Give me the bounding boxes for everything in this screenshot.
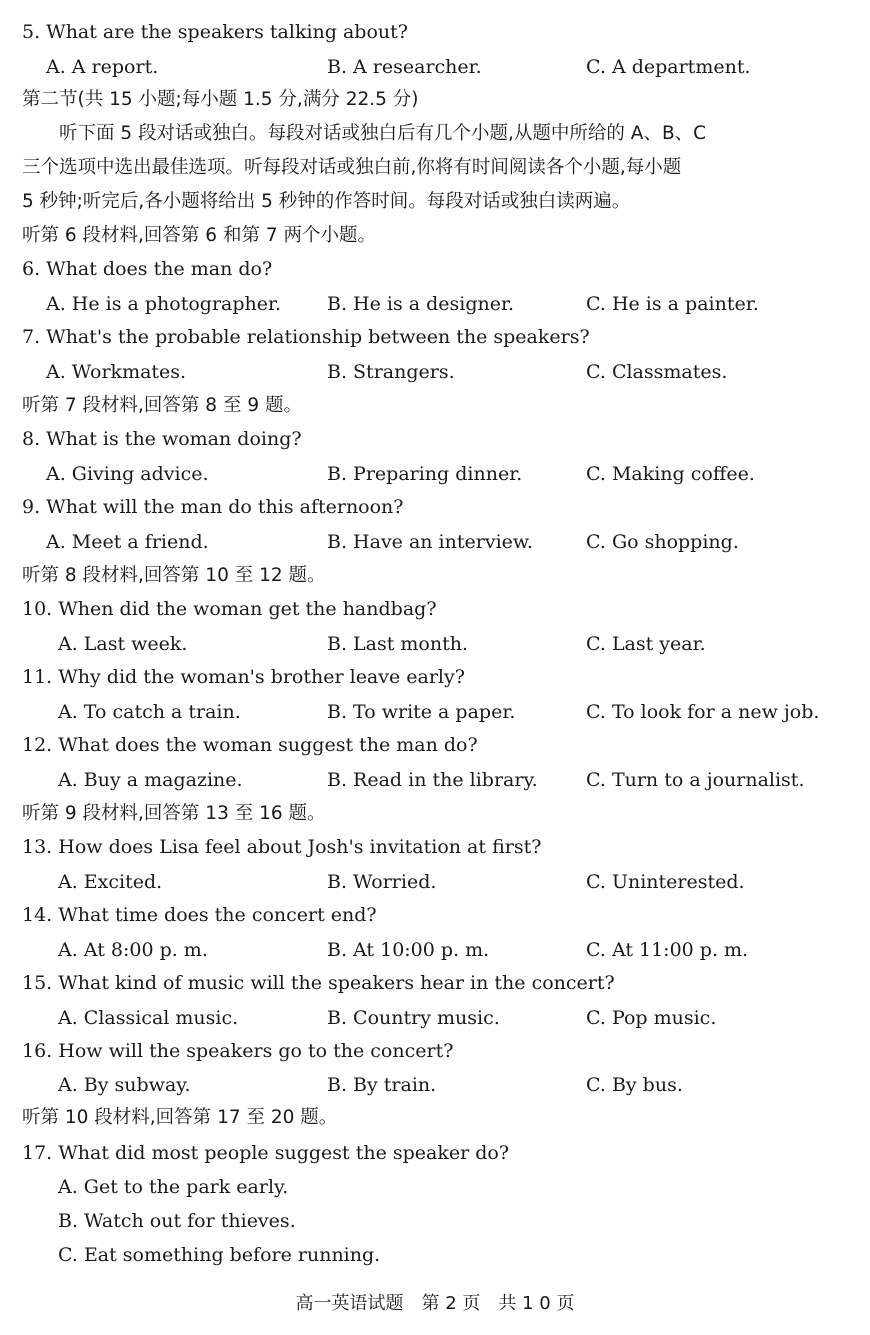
question-17: 17. What did most people suggest the speaker do?: [22, 1142, 510, 1164]
segment-10-instruction: 听第 10 段材料,回答第 17 至 20 题。: [22, 1107, 338, 1128]
segment-6-instruction: 听第 6 段材料,回答第 6 和第 7 两个小题。: [22, 225, 376, 246]
q16-option-c: C. By bus.: [586, 1074, 683, 1096]
q9-option-b: B. Have an interview.: [327, 531, 533, 553]
question-9: 9. What will the man do this afternoon?: [22, 496, 404, 518]
q10-option-a: A. Last week.: [58, 633, 188, 655]
question-13: 13. How does Lisa feel about Josh's invitation at first?: [22, 836, 542, 858]
instructions-line-2: 三个选项中选出最佳选项。听每段对话或独白前,你将有时间阅读各个小题,每小题: [22, 157, 682, 178]
question-14: 14. What time does the concert end?: [22, 904, 377, 926]
q17-option-a: A. Get to the park early.: [58, 1176, 289, 1198]
q17-option-b: B. Watch out for thieves.: [58, 1210, 296, 1232]
q11-option-c: C. To look for a new job.: [586, 701, 820, 723]
q12-option-c: C. Turn to a journalist.: [586, 769, 805, 791]
q8-option-b: B. Preparing dinner.: [327, 463, 523, 485]
segment-9-instruction: 听第 9 段材料,回答第 13 至 16 题。: [22, 803, 326, 824]
q13-option-a: A. Excited.: [58, 871, 163, 893]
q8-option-a: A. Giving advice.: [46, 463, 209, 485]
q10-option-b: B. Last month.: [327, 633, 469, 655]
q7-option-b: B. Strangers.: [327, 361, 455, 383]
q9-option-a: A. Meet a friend.: [46, 531, 209, 553]
instructions-line-1: 听下面 5 段对话或独白。每段对话或独白后有几个小题,从题中所给的 A、B、C: [22, 123, 707, 144]
page-footer: 高一英语试题 第 2 页 共 1 0 页: [295, 1293, 575, 1314]
question-10: 10. When did the woman get the handbag?: [22, 598, 437, 620]
q11-option-b: B. To write a paper.: [327, 701, 516, 723]
q16-option-a: A. By subway.: [58, 1074, 191, 1096]
q15-option-c: C. Pop music.: [586, 1007, 717, 1029]
question-7: 7. What's the probable relationship between the speakers?: [22, 326, 590, 348]
q16-option-b: B. By train.: [327, 1074, 437, 1096]
q13-option-c: C. Uninterested.: [586, 871, 745, 893]
q13-option-b: B. Worried.: [327, 871, 437, 893]
q14-option-a: A. At 8:00 p. m.: [58, 939, 208, 961]
question-8: 8. What is the woman doing?: [22, 428, 302, 450]
q11-option-a: A. To catch a train.: [58, 701, 241, 723]
question-5: 5. What are the speakers talking about?: [22, 21, 408, 43]
q14-option-b: B. At 10:00 p. m.: [327, 939, 490, 961]
q10-option-c: C. Last year.: [586, 633, 706, 655]
q5-option-a: A. A report.: [46, 56, 159, 78]
q12-option-a: A. Buy a magazine.: [58, 769, 243, 791]
q6-option-c: C. He is a painter.: [586, 293, 759, 315]
q5-option-c: C. A department.: [586, 56, 751, 78]
q15-option-b: B. Country music.: [327, 1007, 500, 1029]
q12-option-b: B. Read in the library.: [327, 769, 538, 791]
segment-8-instruction: 听第 8 段材料,回答第 10 至 12 题。: [22, 565, 326, 586]
q17-option-c: C. Eat something before running.: [58, 1244, 381, 1266]
q6-option-b: B. He is a designer.: [327, 293, 515, 315]
q9-option-c: C. Go shopping.: [586, 531, 739, 553]
question-6: 6. What does the man do?: [22, 258, 273, 280]
q15-option-a: A. Classical music.: [58, 1007, 239, 1029]
q6-option-a: A. He is a photographer.: [46, 293, 282, 315]
question-11: 11. Why did the woman's brother leave early?: [22, 666, 465, 688]
q5-option-b: B. A researcher.: [327, 56, 482, 78]
question-15: 15. What kind of music will the speakers hear in the concert?: [22, 972, 615, 994]
question-16: 16. How will the speakers go to the concert?: [22, 1040, 454, 1062]
question-12: 12. What does the woman suggest the man do?: [22, 734, 478, 756]
q7-option-c: C. Classmates.: [586, 361, 728, 383]
q8-option-c: C. Making coffee.: [586, 463, 755, 485]
q14-option-c: C. At 11:00 p. m.: [586, 939, 749, 961]
section-2-heading: 第二节(共 15 小题;每小题 1.5 分,满分 22.5 分): [22, 89, 419, 110]
instructions-line-3: 5 秒钟;听完后,各小题将给出 5 秒钟的作答时间。每段对话或独白读两遍。: [22, 191, 631, 212]
segment-7-instruction: 听第 7 段材料,回答第 8 至 9 题。: [22, 395, 302, 416]
q7-option-a: A. Workmates.: [46, 361, 187, 383]
